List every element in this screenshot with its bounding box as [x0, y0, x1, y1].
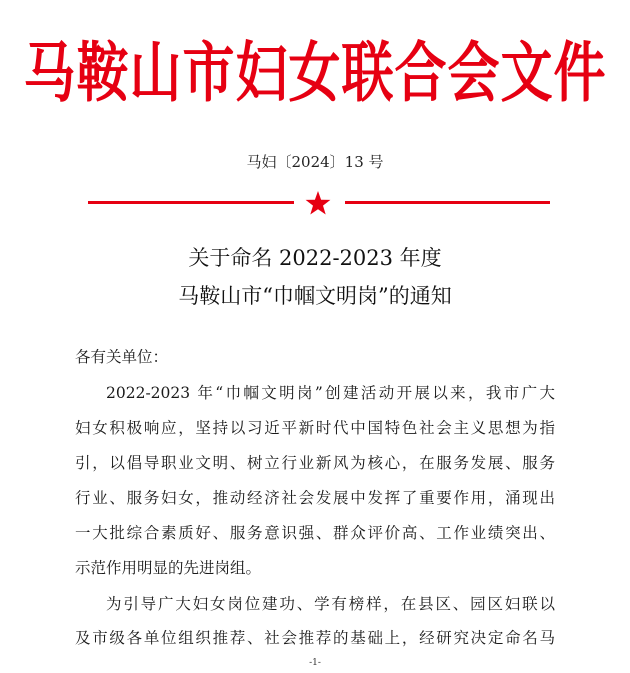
paragraph-1-line: 2022-2023 年“巾帼文明岗”创建活动开展以来，我市广大	[106, 384, 555, 402]
paragraph-1-line: 妇女积极响应，坚持以习近平新时代中国特色社会主义思想为指	[75, 419, 555, 437]
red-divider-left	[88, 201, 294, 204]
star-icon	[305, 190, 331, 216]
page-number: -1-	[309, 658, 321, 668]
salutation: 各有关单位：	[75, 348, 169, 366]
notice-title-line-1: 关于命名 2022-2023 年度	[188, 246, 442, 270]
paragraph-1-line: 一大批综合素质好、服务意识强、群众评价高、工作业绩突出、	[75, 524, 555, 542]
document-number: 马妇〔2024〕13 号	[246, 153, 384, 171]
paragraph-1-line: 行业、服务妇女，推动经济社会发展中发挥了重要作用，涌现出	[75, 489, 555, 507]
paragraph-1-line: 引，以倡导职业文明、树立行业新风为核心，在服务发展、服务	[75, 454, 555, 472]
paragraph-1-line: 示范作用明显的先进岗组。	[75, 559, 262, 577]
notice-title-line-2: 马鞍山市“巾帼文明岗”的通知	[178, 284, 452, 308]
red-divider-right	[345, 201, 550, 204]
document-masthead: 马鞍山市妇女联合会文件	[23, 36, 607, 112]
paragraph-2-line: 及市级各单位组织推荐、社会推荐的基础上，经研究决定命名马	[75, 629, 555, 647]
paragraph-2-line: 为引导广大妇女岗位建功、学有榜样，在县区、园区妇联以	[106, 595, 555, 613]
